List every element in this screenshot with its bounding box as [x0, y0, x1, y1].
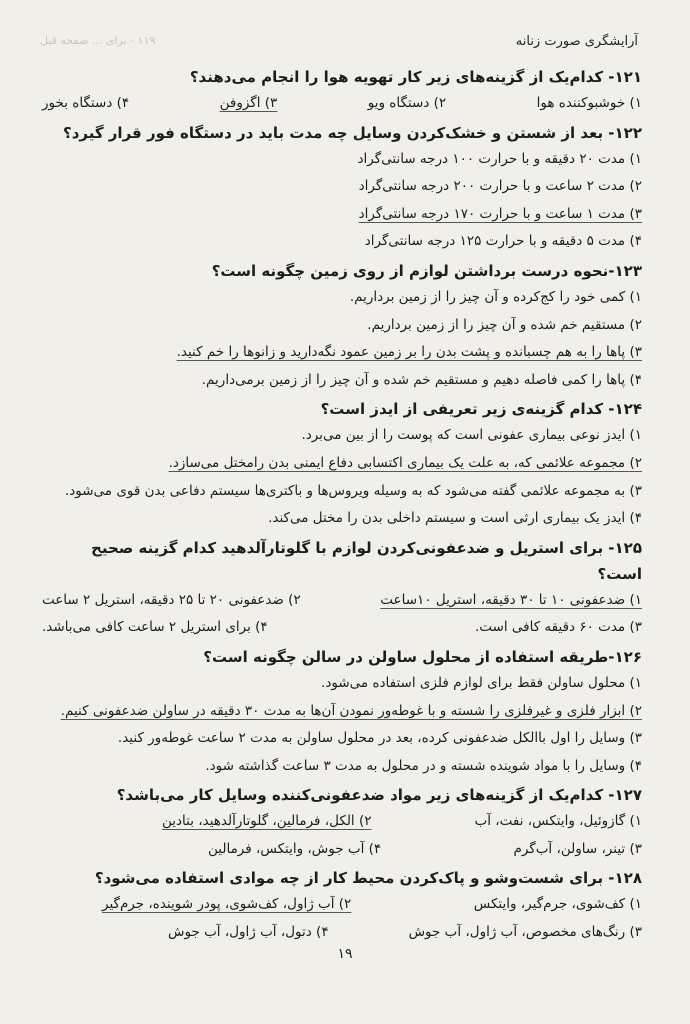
option-121-3: ۳) اگزوفن: [219, 95, 278, 111]
options-row-127a: [42, 808, 642, 836]
question-121: ۱۲۱- کدام‌یک از گزینه‌های زیر کار تهویه هوا را انجام می‌دهند؟: [189, 68, 642, 86]
option-122-1: ۱) مدت ۲۰ دقیقه و با حرارت ۱۰۰ درجه سانتی‌گراد: [357, 150, 642, 167]
question-125: ۱۲۵- برای استریل و ضدعفونی‌کردن لوازم با گلوتارآلدهید کدام گزینه صحیح است؟: [91, 538, 642, 583]
option-124-2-text: ۲) مجموعه علائمی که، به علت یک بیماری اکتسابی دفاع ایمنی بدن رامختل می‌سازد.: [168, 454, 642, 471]
option-122-4: ۴) مدت ۵ دقیقه و با حرارت ۱۲۵ درجه سانتی‌گراد: [364, 233, 642, 250]
question-124: ۱۲۴- کدام گزینه‌ی زیر تعریفی از ایدز است؟: [320, 400, 642, 419]
questions-list: [42, 62, 642, 947]
option-122-2: ۲) مدت ۲ ساعت و با حرارت ۲۰۰ درجه سانتی‌گراد: [358, 178, 642, 195]
option-127-1: ۱) گازوئیل، وایتکس، نفت، آب: [474, 813, 642, 830]
option-122-3: [42, 201, 642, 229]
option-128-2: ۲) آب ژاول، کف‌شوی، پودر شوینده، جرم‌گیر: [102, 896, 352, 913]
option-126-3: ۳) وسایل را اول باالکل ضدعفونی کرده، بعد در محلول ساولن به مدت ۲ ساعت غوطه‌ور کنید.: [117, 730, 642, 747]
option-127-3: ۳) تینر، ساولن، آب‌گرم: [513, 840, 642, 857]
option-126-2: [42, 698, 642, 726]
option-124-2: [42, 450, 642, 478]
option-123-3: [42, 339, 642, 367]
option-126-1: ۱) محلول ساولن فقط برای لوازم فلزی استفاده می‌شود.: [321, 674, 642, 691]
option-124-4: ۴) ایدز یک بیماری ارثی است و سیستم داخلی بدن را مختل می‌کند.: [268, 510, 642, 527]
options-row-128b: [42, 919, 642, 947]
option-126-4: ۴) وسایل را با مواد شوینده شسته و در محلول به مدت ۳ ساعت گذاشته شود.: [205, 757, 642, 774]
option-121-4: ۴) دستگاه بخور: [42, 95, 130, 111]
option-125-3: ۳) مدت ۶۰ دقیقه کافی است.: [474, 619, 642, 636]
option-128-1: ۱) کف‌شوی، جرم‌گیر، وایتکس: [473, 896, 642, 913]
option-125-2: ۲) ضدعفونی ۲۰ تا ۲۵ دقیقه، استریل ۲ ساعت: [42, 591, 301, 608]
option-122-3-text: ۳) مدت ۱ ساعت و با حرارت ۱۷۰ درجه سانتی‌گراد: [358, 205, 642, 222]
question-128: ۱۲۸- برای شست‌وشو و پاک‌کردن محیط کار از چه موادی استفاده می‌شود؟: [94, 869, 642, 888]
option-121-2: ۲) دستگاه ویو: [367, 95, 447, 111]
options-row-127b: [42, 836, 642, 864]
option-127-4: ۴) آب جوش، وایتکس، فرمالین: [208, 840, 382, 857]
options-row-125b: [42, 614, 642, 642]
option-126-2-text: ۲) ابزار فلزی و غیرفلزی را شسته و با غوطه‌ور نمودن آن‌ها به مدت ۳۰ دقیقه در ساولن ضدعفونی کنیم.: [60, 702, 642, 719]
question-122: ۱۲۲- بعد از شستن و خشک‌کردن وسایل چه مدت باید در دستگاه فور قرار گیرد؟: [63, 123, 642, 142]
option-124-1: ۱) ایدز نوعی بیماری عفونی است که پوست را از بین می‌برد.: [301, 427, 642, 444]
page-number: ۱۹: [337, 946, 353, 962]
question-127: ۱۲۷- کدام‌یک از گزینه‌های زیر مواد ضدعفونی‌کننده وسایل کار می‌باشد؟: [116, 786, 642, 805]
option-128-4: ۴) دتول، آب ژاول، آب جوش: [168, 924, 329, 941]
question-126: ۱۲۶-طریقه استفاده از محلول ساولن در سالن چگونه است؟: [203, 647, 642, 666]
option-125-4: ۴) برای استریل ۲ ساعت کافی می‌باشد.: [42, 619, 268, 636]
bleed-through-text: ۱۱۹ - برای ... صفحه قبل: [40, 34, 156, 47]
option-123-3-text: ۳) پاها را به هم چسبانده و پشت بدن را بر زمین عمود نگه‌دارید و زانوها را خم کنید.: [176, 344, 642, 361]
option-125-1: ۱) ضدعفونی ۱۰ تا ۳۰ دقیقه، استریل ۱۰ساعت: [380, 591, 642, 608]
option-127-2: ۲) الکل، فرمالین، گلوتارآلدهید، بتادین: [162, 813, 372, 830]
options-row-121: [42, 90, 642, 118]
running-header: آرایشگری صورت زنانه: [515, 34, 638, 49]
option-128-3: ۳) رنگ‌های مخصوص، آب ژاول، آب جوش: [408, 924, 642, 941]
option-124-3: ۳) به مجموعه علائمی گفته می‌شود که به وسیله ویروس‌ها و باکتری‌ها سیستم دفاعی بدن قوی می‌شود.: [64, 482, 642, 499]
question-123: ۱۲۳-نحوه درست برداشتن لوازم از روی زمین چگونه است؟: [211, 261, 642, 280]
option-123-2: ۲) مستقیم خم شده و آن چیز را از زمین برداریم.: [367, 316, 642, 333]
option-123-1: ۱) کمی خود را کج‌کرده و آن چیز را از زمین برداریم.: [349, 288, 642, 305]
option-121-1: ۱) خوشبوکننده هوا: [536, 95, 642, 111]
options-row-125a: [42, 587, 642, 615]
option-123-4: ۴) پاها را کمی فاصله دهیم و مستقیم خم شده و آن چیز را از زمین برمی‌داریم.: [201, 371, 642, 388]
options-row-128a: [42, 891, 642, 919]
